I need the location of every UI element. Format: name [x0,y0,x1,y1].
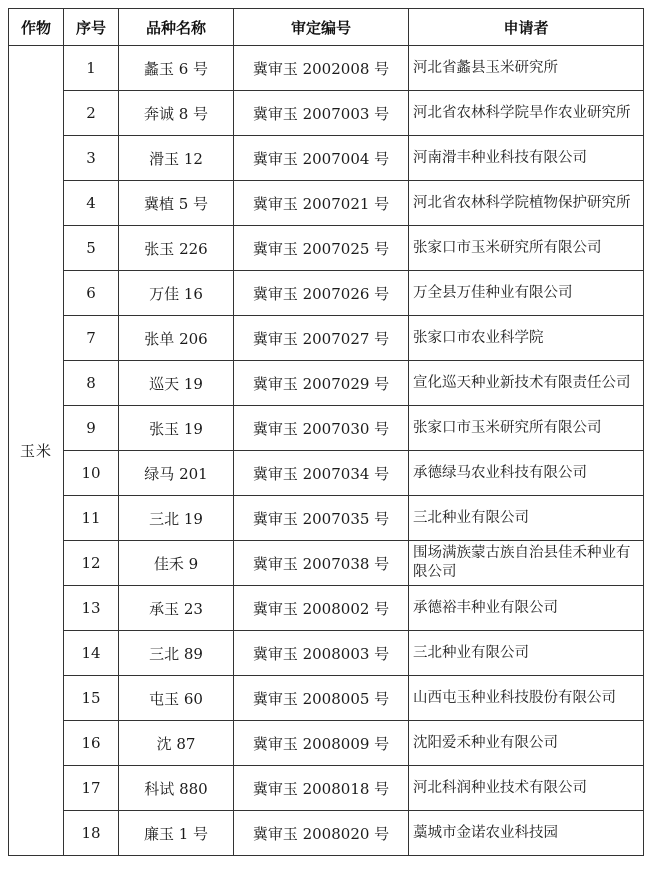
approval-code-cell: 冀审玉 2002008 号 [234,46,409,91]
variety-name-cell: 科试 880 [119,766,234,811]
row-number-cell: 12 [64,541,119,586]
row-number-cell: 1 [64,46,119,91]
row-number-cell: 7 [64,316,119,361]
approval-code-cell: 冀审玉 2007003 号 [234,91,409,136]
approval-code-cell: 冀审玉 2007004 号 [234,136,409,181]
applicant-cell: 张家口市农业科学院 [409,316,644,361]
header-approval-code: 审定编号 [234,9,409,46]
table-row [9,586,644,631]
variety-name-cell: 张玉 19 [119,406,234,451]
variety-approval-table [8,8,644,856]
row-number-cell: 3 [64,136,119,181]
applicant-cell: 山西屯玉种业科技股份有限公司 [409,676,644,721]
variety-name-cell: 冀植 5 号 [119,181,234,226]
row-number-cell: 5 [64,226,119,271]
table-row [9,811,644,856]
variety-name-cell: 奔诚 8 号 [119,91,234,136]
table-row [9,496,644,541]
table-row [9,271,644,316]
variety-name-cell: 绿马 201 [119,451,234,496]
applicant-cell: 河北省农林科学院植物保护研究所 [409,181,644,226]
approval-code-cell: 冀审玉 2008005 号 [234,676,409,721]
table-row [9,316,644,361]
row-number-cell: 4 [64,181,119,226]
header-crop: 作物 [9,9,64,46]
header-applicant: 申请者 [409,9,644,46]
table-body [9,46,644,856]
row-number-cell: 18 [64,811,119,856]
variety-name-cell: 张玉 226 [119,226,234,271]
row-number-cell: 6 [64,271,119,316]
header-row [9,9,644,46]
applicant-cell: 三北种业有限公司 [409,496,644,541]
table-row [9,406,644,451]
applicant-cell: 承德裕丰种业有限公司 [409,586,644,631]
header-number: 序号 [64,9,119,46]
variety-name-cell: 张单 206 [119,316,234,361]
applicant-cell: 万全县万佳种业有限公司 [409,271,644,316]
applicant-cell: 围场满族蒙古族自治县佳禾种业有限公司 [409,541,644,586]
approval-code-cell: 冀审玉 2007038 号 [234,541,409,586]
row-number-cell: 10 [64,451,119,496]
row-number-cell: 15 [64,676,119,721]
table-row [9,721,644,766]
variety-name-cell: 佳禾 9 [119,541,234,586]
variety-name-cell: 蠡玉 6 号 [119,46,234,91]
table-row [9,91,644,136]
variety-name-cell: 沈 87 [119,721,234,766]
row-number-cell: 11 [64,496,119,541]
approval-code-cell: 冀审玉 2007030 号 [234,406,409,451]
variety-name-cell: 承玉 23 [119,586,234,631]
applicant-cell: 宣化巡天种业新技术有限责任公司 [409,361,644,406]
approval-code-cell: 冀审玉 2007025 号 [234,226,409,271]
row-number-cell: 2 [64,91,119,136]
variety-name-cell: 滑玉 12 [119,136,234,181]
variety-name-cell: 廉玉 1 号 [119,811,234,856]
approval-code-cell: 冀审玉 2007029 号 [234,361,409,406]
row-number-cell: 13 [64,586,119,631]
applicant-cell: 河北省农林科学院旱作农业研究所 [409,91,644,136]
table-row [9,136,644,181]
table-row [9,541,644,586]
approval-code-cell: 冀审玉 2007035 号 [234,496,409,541]
applicant-cell: 河南滑丰种业科技有限公司 [409,136,644,181]
applicant-cell: 沈阳爱禾种业有限公司 [409,721,644,766]
approval-code-cell: 冀审玉 2008020 号 [234,811,409,856]
approval-code-cell: 冀审玉 2008003 号 [234,631,409,676]
applicant-cell: 三北种业有限公司 [409,631,644,676]
row-number-cell: 16 [64,721,119,766]
approval-code-cell: 冀审玉 2007026 号 [234,271,409,316]
applicant-cell: 张家口市玉米研究所有限公司 [409,406,644,451]
row-number-cell: 9 [64,406,119,451]
approval-code-cell: 冀审玉 2008018 号 [234,766,409,811]
applicant-cell: 河北省蠡县玉米研究所 [409,46,644,91]
approval-code-cell: 冀审玉 2007027 号 [234,316,409,361]
applicant-cell: 藁城市金诺农业科技园 [409,811,644,856]
variety-name-cell: 巡天 19 [119,361,234,406]
variety-name-cell: 万佳 16 [119,271,234,316]
table-row [9,46,644,91]
table-row [9,676,644,721]
approval-code-cell: 冀审玉 2008002 号 [234,586,409,631]
row-number-cell: 17 [64,766,119,811]
variety-name-cell: 三北 89 [119,631,234,676]
table-row [9,226,644,271]
applicant-cell: 张家口市玉米研究所有限公司 [409,226,644,271]
crop-cell: 玉米 [9,46,64,856]
table-row [9,181,644,226]
approval-code-cell: 冀审玉 2008009 号 [234,721,409,766]
row-number-cell: 14 [64,631,119,676]
applicant-cell: 河北科润种业技术有限公司 [409,766,644,811]
approval-code-cell: 冀审玉 2007034 号 [234,451,409,496]
table-row [9,451,644,496]
variety-name-cell: 三北 19 [119,496,234,541]
table-row [9,631,644,676]
header-variety-name: 品种名称 [119,9,234,46]
row-number-cell: 8 [64,361,119,406]
table-row [9,361,644,406]
variety-name-cell: 屯玉 60 [119,676,234,721]
applicant-cell: 承德绿马农业科技有限公司 [409,451,644,496]
table-row [9,766,644,811]
approval-code-cell: 冀审玉 2007021 号 [234,181,409,226]
